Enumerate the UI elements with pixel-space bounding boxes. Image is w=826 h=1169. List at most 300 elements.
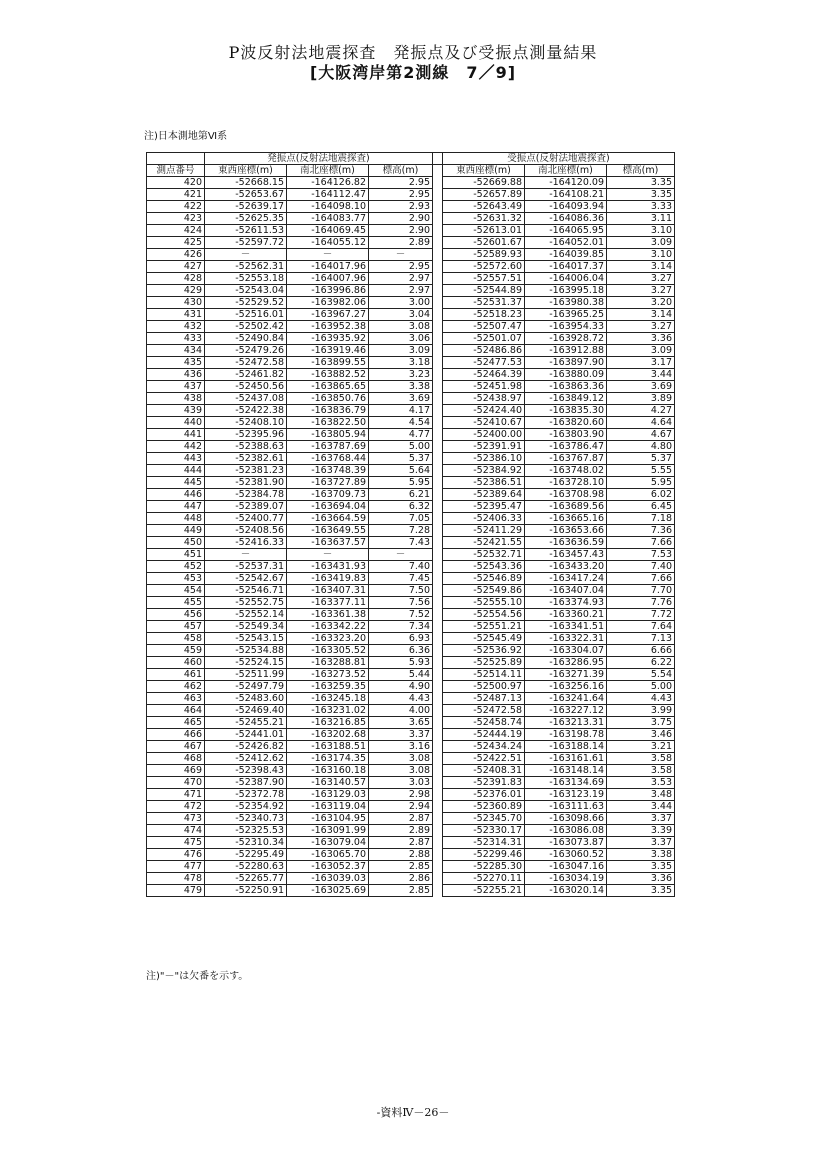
cell-recv-east: -52386.10 [443,453,525,465]
cell-recv-east: -52458.74 [443,717,525,729]
cell-shot-east: -52552.14 [205,609,287,621]
page-subtitle: [大阪湾岸第2測線 7／9] [309,63,517,82]
cell-recv-east: -52411.29 [443,525,525,537]
cell-recv-height: 3.35 [607,177,675,189]
cell-recv-north: -163073.87 [525,837,607,849]
cell-recv-height: 3.20 [607,297,675,309]
cell-recv-height: 3.58 [607,765,675,777]
cell-station-id: 423 [147,213,205,225]
cell-shot-height: 3.08 [369,753,433,765]
column-gap [433,489,443,501]
cell-recv-east: -52376.01 [443,789,525,801]
cell-recv-height: 5.55 [607,465,675,477]
cell-shot-height: 2.89 [369,237,433,249]
cell-recv-north: -163098.66 [525,813,607,825]
cell-shot-north: -163935.92 [287,333,369,345]
cell-recv-east: -52669.88 [443,177,525,189]
column-gap [433,777,443,789]
cell-recv-north: -163241.64 [525,693,607,705]
cell-shot-height: 4.54 [369,417,433,429]
table-row [147,537,675,549]
cell-shot-height: 3.08 [369,321,433,333]
cell-recv-height: 3.48 [607,789,675,801]
column-gap [433,237,443,249]
cell-recv-height: 3.37 [607,837,675,849]
cell-recv-north: -163786.47 [525,441,607,453]
cell-recv-north: -163912.88 [525,345,607,357]
table-row [147,777,675,789]
cell-recv-height: 7.70 [607,585,675,597]
cell-recv-north: -163161.61 [525,753,607,765]
cell-shot-height: 4.43 [369,693,433,705]
cell-station-id: 436 [147,369,205,381]
cell-recv-north: -164086.36 [525,213,607,225]
cell-shot-height: 4.90 [369,681,433,693]
table-row [147,189,675,201]
column-gap [433,441,443,453]
cell-station-id: 444 [147,465,205,477]
cell-shot-height: 7.40 [369,561,433,573]
cell-shot-east: -52543.04 [205,285,287,297]
cell-recv-height: 3.36 [607,333,675,345]
cell-recv-height: 5.00 [607,681,675,693]
column-gap [433,549,443,561]
cell-station-id: 446 [147,489,205,501]
column-gap [433,753,443,765]
cell-shot-north: -163637.57 [287,537,369,549]
cell-shot-north: -163361.38 [287,609,369,621]
column-gap [433,705,443,717]
column-gap [433,465,443,477]
column-gap [433,357,443,369]
cell-shot-north: -163259.35 [287,681,369,693]
column-gap [433,177,443,189]
cell-recv-height: 6.45 [607,501,675,513]
column-gap [433,849,443,861]
cell-recv-north: -163748.02 [525,465,607,477]
table-row [147,633,675,645]
cell-recv-north: -163665.16 [525,513,607,525]
cell-shot-east: -52516.01 [205,309,287,321]
cell-recv-north: -164006.04 [525,273,607,285]
column-gap [433,285,443,297]
column-gap [433,201,443,213]
header-receiver-point-group: 受振点(反射法地震探査) [443,153,675,165]
cell-shot-east: -52668.15 [205,177,287,189]
cell-shot-height: 6.93 [369,633,433,645]
header-recv-north: 南北座標(m) [525,165,607,177]
table-row [147,525,675,537]
cell-recv-east: -52544.89 [443,285,525,297]
cell-recv-north: -163123.19 [525,789,607,801]
column-gap [433,741,443,753]
cell-shot-height: 7.43 [369,537,433,549]
cell-recv-east: -52384.92 [443,465,525,477]
cell-recv-north: -163034.19 [525,873,607,885]
cell-station-id: 424 [147,225,205,237]
table-row [147,621,675,633]
table-row [147,705,675,717]
table-row [147,393,675,405]
cell-station-id: 466 [147,729,205,741]
cell-recv-north: -163188.14 [525,741,607,753]
cell-shot-north: -163967.27 [287,309,369,321]
cell-shot-height: 3.65 [369,717,433,729]
column-gap [433,321,443,333]
cell-shot-north: -163025.69 [287,885,369,897]
table-row [147,801,675,813]
header-station-id: 測点番号 [147,165,205,177]
cell-recv-height: 3.53 [607,777,675,789]
table-row [147,405,675,417]
cell-shot-north: － [287,249,369,261]
cell-shot-east: -52426.82 [205,741,287,753]
cell-shot-east: -52387.90 [205,777,287,789]
cell-shot-east: -52611.53 [205,225,287,237]
cell-shot-height: 2.97 [369,273,433,285]
cell-recv-north: -163928.72 [525,333,607,345]
cell-recv-height: 3.38 [607,849,675,861]
cell-recv-north: -164052.01 [525,237,607,249]
table-row [147,597,675,609]
cell-shot-east: -52653.67 [205,189,287,201]
cell-recv-east: -52400.00 [443,429,525,441]
cell-recv-north: -163433.20 [525,561,607,573]
column-gap [433,225,443,237]
cell-recv-height: 3.27 [607,285,675,297]
table-row [147,645,675,657]
cell-shot-height: 2.89 [369,825,433,837]
cell-shot-north: -163822.50 [287,417,369,429]
cell-recv-north: -163341.51 [525,621,607,633]
header-shot-height: 標高(m) [369,165,433,177]
cell-shot-east: -52497.79 [205,681,287,693]
cell-station-id: 447 [147,501,205,513]
table-row [147,465,675,477]
cell-shot-height: － [369,249,433,261]
cell-recv-height: 3.09 [607,237,675,249]
column-gap [433,405,443,417]
cell-shot-height: 2.95 [369,177,433,189]
cell-shot-height: 3.37 [369,729,433,741]
cell-shot-east: -52461.82 [205,369,287,381]
cell-shot-east: -52437.08 [205,393,287,405]
cell-station-id: 472 [147,801,205,813]
cell-shot-north: -163231.02 [287,705,369,717]
cell-station-id: 427 [147,261,205,273]
cell-recv-height: 7.40 [607,561,675,573]
column-gap [433,597,443,609]
table-body [147,177,675,897]
table-row [147,789,675,801]
cell-recv-height: 3.11 [607,213,675,225]
cell-recv-east: -52330.17 [443,825,525,837]
cell-shot-height: 2.87 [369,813,433,825]
cell-shot-height: 2.90 [369,213,433,225]
cell-recv-height: 3.27 [607,273,675,285]
cell-recv-east: -52299.46 [443,849,525,861]
cell-recv-height: 3.75 [607,717,675,729]
cell-shot-east: -52562.31 [205,261,287,273]
table-row [147,261,675,273]
cell-shot-north: -164083.77 [287,213,369,225]
cell-shot-east: -52524.15 [205,657,287,669]
column-gap [433,669,443,681]
column-gap [433,273,443,285]
cell-recv-height: 4.64 [607,417,675,429]
cell-station-id: 449 [147,525,205,537]
cell-station-id: 445 [147,477,205,489]
cell-shot-north: -163079.04 [287,837,369,849]
cell-recv-height: 7.76 [607,597,675,609]
cell-recv-height: 3.10 [607,225,675,237]
cell-shot-east: -52597.72 [205,237,287,249]
cell-recv-height: 3.10 [607,249,675,261]
cell-recv-height: 4.27 [607,405,675,417]
cell-shot-north: -163419.83 [287,573,369,585]
cell-shot-north: -163091.99 [287,825,369,837]
cell-shot-north: -164017.96 [287,261,369,273]
cell-recv-north: -163980.38 [525,297,607,309]
cell-shot-height: 2.95 [369,189,433,201]
cell-recv-east: -52500.97 [443,681,525,693]
cell-recv-east: -52525.89 [443,657,525,669]
table-row [147,345,675,357]
cell-recv-height: 6.66 [607,645,675,657]
cell-shot-height: 6.32 [369,501,433,513]
cell-shot-east: -52542.67 [205,573,287,585]
cell-station-id: 433 [147,333,205,345]
cell-shot-east: -52280.63 [205,861,287,873]
cell-recv-east: -52518.23 [443,309,525,321]
cell-station-id: 463 [147,693,205,705]
page-number: -資料Ⅳ－26－ [376,1106,450,1119]
cell-station-id: 442 [147,441,205,453]
cell-recv-height: 3.09 [607,345,675,357]
cell-shot-north: -163649.55 [287,525,369,537]
cell-recv-height: 3.35 [607,861,675,873]
cell-shot-north: -163273.52 [287,669,369,681]
cell-shot-height: 4.00 [369,705,433,717]
cell-shot-height: － [369,549,433,561]
cell-station-id: 432 [147,321,205,333]
cell-shot-height: 2.95 [369,261,433,273]
table-row [147,501,675,513]
cell-recv-north: -163954.33 [525,321,607,333]
cell-recv-east: -52389.64 [443,489,525,501]
cell-recv-height: 3.89 [607,393,675,405]
column-gap [433,585,443,597]
cell-recv-east: -52391.91 [443,441,525,453]
cell-station-id: 450 [147,537,205,549]
cell-recv-height: 7.53 [607,549,675,561]
table-row [147,369,675,381]
column-gap [433,789,443,801]
cell-recv-north: -163689.56 [525,501,607,513]
page-title: P波反射法地震探査 発振点及び受振点測量結果 [228,43,598,62]
cell-shot-east: -52389.07 [205,501,287,513]
table-row [147,765,675,777]
column-gap [433,501,443,513]
cell-shot-east: -52479.26 [205,345,287,357]
cell-shot-east: -52511.99 [205,669,287,681]
header-recv-east: 東西座標(m) [443,165,525,177]
table-row [147,657,675,669]
cell-shot-height: 5.00 [369,441,433,453]
cell-shot-east: -52469.40 [205,705,287,717]
cell-recv-height: 7.18 [607,513,675,525]
cell-recv-east: -52501.07 [443,333,525,345]
cell-shot-north: -163996.86 [287,285,369,297]
cell-recv-height: 7.64 [607,621,675,633]
cell-shot-north: -163104.95 [287,813,369,825]
cell-recv-east: -52613.01 [443,225,525,237]
cell-shot-east: -52265.77 [205,873,287,885]
column-gap [433,189,443,201]
cell-recv-east: -52424.40 [443,405,525,417]
cell-recv-height: 5.95 [607,477,675,489]
column-gap [433,885,443,897]
column-gap [433,417,443,429]
column-gap [433,249,443,261]
cell-shot-north: -164007.96 [287,273,369,285]
cell-shot-east: － [205,549,287,561]
cell-recv-north: -163708.98 [525,489,607,501]
cell-shot-east: -52537.31 [205,561,287,573]
cell-shot-height: 3.04 [369,309,433,321]
cell-shot-north: -163188.51 [287,741,369,753]
cell-recv-east: -52464.39 [443,369,525,381]
cell-recv-east: -52601.67 [443,237,525,249]
cell-station-id: 428 [147,273,205,285]
table-row [147,453,675,465]
cell-recv-north: -163047.16 [525,861,607,873]
column-gap [433,165,443,177]
cell-shot-height: 5.93 [369,657,433,669]
cell-recv-height: 3.99 [607,705,675,717]
cell-shot-north: -163952.38 [287,321,369,333]
cell-station-id: 454 [147,585,205,597]
cell-shot-east: -52408.10 [205,417,287,429]
cell-recv-east: -52572.60 [443,261,525,273]
cell-shot-east: -52340.73 [205,813,287,825]
cell-recv-north: -163457.43 [525,549,607,561]
table-row [147,237,675,249]
cell-shot-north: -163377.11 [287,597,369,609]
cell-recv-east: -52551.21 [443,621,525,633]
cell-shot-north: -163664.59 [287,513,369,525]
column-gap [433,309,443,321]
header-blank [147,153,205,165]
cell-recv-east: -52657.89 [443,189,525,201]
cell-shot-height: 5.37 [369,453,433,465]
cell-station-id: 429 [147,285,205,297]
cell-station-id: 439 [147,405,205,417]
cell-shot-east: -52398.43 [205,765,287,777]
cell-station-id: 470 [147,777,205,789]
cell-recv-height: 3.27 [607,321,675,333]
cell-shot-north: -164055.12 [287,237,369,249]
cell-recv-east: -52395.47 [443,501,525,513]
table-row [147,441,675,453]
cell-station-id: 430 [147,297,205,309]
cell-recv-north: -163227.12 [525,705,607,717]
cell-recv-height: 3.35 [607,885,675,897]
cell-shot-north: -163899.55 [287,357,369,369]
table-row [147,177,675,189]
cell-recv-height: 3.39 [607,825,675,837]
cell-shot-height: 3.00 [369,297,433,309]
cell-shot-north: -163202.68 [287,729,369,741]
cell-shot-east: -52553.18 [205,273,287,285]
cell-shot-height: 2.93 [369,201,433,213]
cell-shot-height: 2.85 [369,885,433,897]
header-shot-north: 南北座標(m) [287,165,369,177]
cell-recv-east: -52631.32 [443,213,525,225]
cell-shot-north: -163323.20 [287,633,369,645]
cell-recv-north: -163636.59 [525,537,607,549]
cell-station-id: 462 [147,681,205,693]
cell-recv-east: -52444.19 [443,729,525,741]
column-gap [433,153,443,165]
cell-recv-north: -164017.37 [525,261,607,273]
column-gap [433,369,443,381]
cell-recv-height: 3.21 [607,741,675,753]
cell-recv-east: -52543.36 [443,561,525,573]
table-row [147,249,675,261]
cell-shot-height: 5.95 [369,477,433,489]
cell-recv-east: -52554.56 [443,609,525,621]
cell-shot-east: -52372.78 [205,789,287,801]
cell-shot-height: 4.77 [369,429,433,441]
table-row [147,213,675,225]
cell-shot-height: 5.64 [369,465,433,477]
cell-shot-north: -163140.57 [287,777,369,789]
cell-shot-height: 2.97 [369,285,433,297]
cell-shot-north: -163407.31 [287,585,369,597]
column-gap [433,609,443,621]
header-shot-point-group: 発振点(反射法地震探査) [205,153,433,165]
column-gap [433,801,443,813]
column-gap [433,297,443,309]
cell-recv-height: 7.66 [607,573,675,585]
cell-station-id: 437 [147,381,205,393]
cell-recv-north: -163653.66 [525,525,607,537]
cell-shot-height: 3.16 [369,741,433,753]
cell-recv-east: -52410.67 [443,417,525,429]
cell-recv-height: 4.67 [607,429,675,441]
column-gap [433,765,443,777]
table-row [147,681,675,693]
cell-shot-east: -52552.75 [205,597,287,609]
column-gap [433,837,443,849]
cell-recv-north: -163835.30 [525,405,607,417]
cell-shot-north: -164112.47 [287,189,369,201]
table-row [147,273,675,285]
cell-recv-north: -163880.09 [525,369,607,381]
cell-shot-east: -52388.63 [205,441,287,453]
table-row [147,609,675,621]
cell-shot-height: 7.52 [369,609,433,621]
table-row [147,285,675,297]
cell-shot-north: -163431.93 [287,561,369,573]
cell-recv-north: -163286.95 [525,657,607,669]
cell-shot-height: 3.38 [369,381,433,393]
column-gap [433,429,443,441]
table-row [147,741,675,753]
cell-station-id: 459 [147,645,205,657]
table-row [147,513,675,525]
